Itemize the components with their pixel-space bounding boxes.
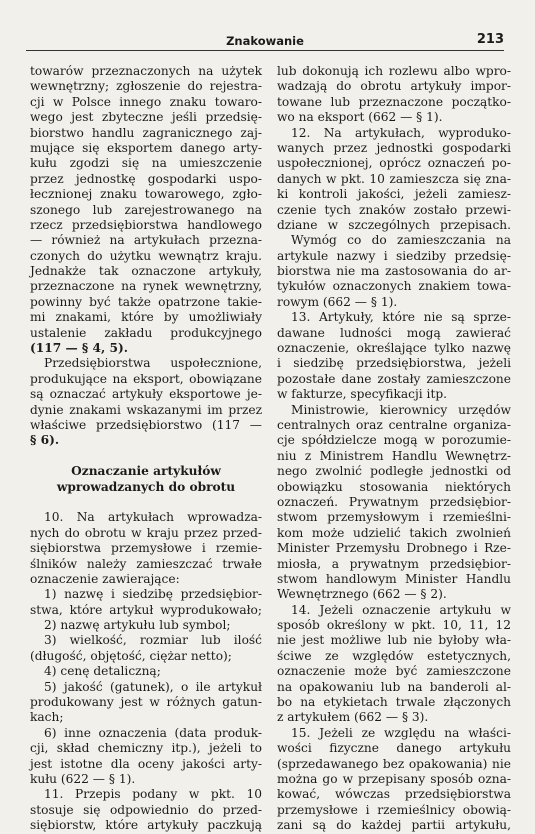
text-line: centralnych oraz centralne organiza-	[277, 417, 511, 432]
text-line: biorstwa nie ma zastosowania do ar-	[277, 264, 511, 279]
text-line: ustalenie zakładu produkcyjnego	[30, 325, 262, 340]
text-line: stwom handlowym Minister Handlu	[277, 571, 511, 586]
text-line: cji w Polsce innego znaku towaro-	[30, 94, 262, 109]
text-line: Wewnętrznego (662 — § 2).	[277, 587, 447, 602]
text-line: 14. Jeżeli oznaczenie artykułu w	[291, 602, 511, 617]
text-line: 11. Przepis podany w pkt. 10	[44, 787, 262, 802]
text-line: powinny być także opatrzone takie-	[30, 294, 262, 309]
text-line: zani są do każdej partii artykułu,	[277, 818, 511, 833]
text-line: oznaczenie może być zamieszczone	[277, 664, 511, 679]
text-line: Oznaczanie artykułów	[71, 464, 221, 479]
text-line: na opakowaniu lub na banderoli al-	[277, 679, 511, 694]
text-line: produkowany jest w różnych gatun-	[30, 695, 262, 710]
text-line: towarów przeznaczonych na użytek	[30, 64, 262, 78]
text-line: ściwe ze względów estetycznych,	[277, 648, 511, 663]
text-line: i siedzibę przedsiębiorstwa, jeżeli	[277, 356, 511, 371]
text-line: sposób określony w pkt. 10, 11, 12	[277, 618, 511, 633]
text-line: Jednakże tak oznaczone artykuły,	[30, 264, 262, 279]
text-line: 5) jakość (gatunek), o ile artykuł	[44, 679, 262, 694]
text-line: 12. Na artykułach, wyproduko-	[291, 125, 511, 140]
text-line: wo na eksport (662 — § 1).	[277, 110, 443, 125]
text-line: wanych przez jednostki gospodarki	[277, 140, 511, 155]
text-line: przez jednostkę gospodarki uspo-	[30, 171, 262, 186]
text-line: szonego lub zarejestrowanego na	[30, 202, 262, 217]
text-line: mi znakami, które by umożliwiały	[30, 310, 262, 325]
text-line: można go w przepisany sposób ozna-	[277, 771, 511, 786]
text-line: — również na artykułach przezna-	[30, 233, 262, 248]
text-line: mujące się eksportem danego arty-	[30, 140, 262, 155]
text-line: 3) wielkość, rozmiar lub ilość	[44, 633, 262, 648]
text-line: 10. Na artykułach wprowadza-	[44, 510, 262, 525]
text-line: nie jest możliwe lub nie byłoby wła-	[277, 633, 511, 648]
text-line: czonych do użytku wewnątrz kraju.	[30, 248, 262, 263]
paragraph-gap	[30, 495, 262, 510]
text-line: rowym (662 — § 1).	[277, 294, 398, 309]
text-line: wewnętrzny; zgłoszenie do rejestra-	[30, 79, 262, 94]
text-line: przeznaczone na rynek wewnętrzny,	[30, 279, 262, 294]
paragraph-gap	[30, 449, 262, 464]
right-text-column	[277, 64, 511, 834]
running-header	[26, 30, 504, 51]
text-line: stwom przemysłowym i rzemieślni-	[277, 510, 511, 525]
text-line: kułu zgodzi się na umieszczenie	[30, 156, 262, 171]
text-line: z artykułem (662 — § 3).	[277, 710, 429, 725]
text-line: nych do obrotu w kraju przez przed-	[30, 525, 262, 540]
text-line: dziane w szczególnych przepisach.	[277, 217, 511, 232]
text-line: oznaczenie zawierające:	[30, 571, 180, 586]
text-line: bo na etykietach trwale złączonych	[277, 695, 511, 710]
text-line: Wymóg co do zamieszczania na	[291, 233, 511, 248]
text-line: czenie tych znaków zostało przewi-	[277, 202, 511, 217]
text-line: dynie znakami wskazanymi im przez	[30, 402, 262, 417]
text-line: 13. Artykuły, które nie są sprze-	[291, 310, 511, 325]
text-line: Przedsiębiorstwa uspołecznione,	[44, 356, 262, 371]
text-line: kach;	[30, 710, 64, 725]
text-line: danych w pkt. 10 zamieszcza się zna-	[277, 171, 511, 186]
text-line: ślników należy zamieszczać trwałe	[30, 556, 262, 571]
text-line: właściwe przedsiębiorstwo (117 —	[30, 417, 262, 432]
text-line: stwa, które artykuł wyprodukowało;	[30, 602, 262, 617]
text-line: kować, wówczas przedsiębiorstwa	[277, 787, 511, 802]
text-line: 6) inne oznaczenia (data produk-	[44, 725, 262, 740]
text-line: oznaczeń. Prywatnym przedsiębior-	[277, 494, 511, 509]
text-line: towane lub przeznaczone początko-	[277, 94, 511, 109]
text-line: kom może udzielić takich zwolnień	[277, 525, 511, 540]
text-line: łecznionej znaku towarowego, zgło-	[30, 187, 262, 202]
text-line: nego zwolnić podległe jednostki od	[277, 464, 511, 479]
text-line: cji, skład chemiczny itp.), jeżeli to	[30, 741, 262, 756]
text-line: 4) cenę detaliczną;	[44, 664, 161, 679]
text-line: jest istotne dla oceny jakości arty-	[30, 756, 262, 771]
text-line: dawane ludności mogą zawierać	[277, 325, 511, 340]
text-line: tykułów oznaczonych znakiem towa-	[277, 279, 511, 294]
text-line: pozostałe dane zostały zamieszczone	[277, 371, 511, 386]
left-text-column	[30, 64, 262, 834]
text-line: wości fizyczne danego artykułu	[277, 741, 511, 756]
text-line: § 6).	[30, 433, 60, 448]
text-line: (długość, objętość, ciężar netto);	[30, 648, 232, 663]
text-line: oznaczenie, określające tylko nazwę	[277, 341, 511, 356]
text-line: w fakturze, specyfikacji itp.	[277, 387, 448, 402]
text-line: siębiorstwa przemysłowe i rzemie-	[30, 541, 262, 556]
text-line: przemysłowe i rzemieślnicy obowią-	[277, 802, 511, 817]
text-line: (117 — § 4, 5).	[30, 341, 128, 356]
text-line: wego jest zbyteczne jeśli przedsię-	[30, 110, 262, 125]
text-line: stosuje się odpowiednio do przed-	[30, 802, 262, 817]
text-line: produkujące na eksport, obowiązane	[30, 371, 262, 386]
text-line: artykule nazwy i siedziby przedsię-	[277, 248, 511, 263]
text-line: Ministrowie, kierownicy urzędów	[291, 402, 511, 417]
text-line: lub dokonują ich rozlewu albo wpro-	[277, 64, 511, 78]
text-line: są oznaczać artykuły eksportowe je-	[30, 387, 262, 402]
text-line: biorstwo handlu zagranicznego zaj-	[30, 125, 262, 140]
text-line: uspołecznionej, oprócz oznaczeń po-	[277, 156, 511, 171]
text-line: obowiązku stosowania niektórych	[277, 479, 511, 494]
text-line: Minister Przemysłu Drobnego i Rze-	[277, 541, 511, 556]
text-line: niu z Ministrem Handlu Wewnętrz-	[277, 448, 511, 463]
text-line: wadzają do obrotu artykuły impor-	[277, 79, 511, 94]
text-line: miosła, a prywatnym przedsiębior-	[277, 556, 511, 571]
text-line: (sprzedawanego bez opakowania) nie	[277, 756, 511, 771]
text-line: 1) nazwę i siedzibę przedsiębior-	[44, 587, 262, 602]
text-line: 15. Jeżeli ze względu na właści-	[291, 725, 511, 740]
text-line: 2) nazwę artykułu lub symbol;	[44, 618, 231, 633]
text-line: ki kontroli jakości, jeżeli zamiesz-	[277, 187, 511, 202]
text-line: wprowadzanych do obrotu	[56, 479, 236, 494]
text-line: rzecz przedsiębiorstwa handlowego	[30, 217, 262, 232]
page-number: 213	[476, 32, 504, 47]
running-title: Znakowanie	[226, 34, 304, 48]
text-line: cje spółdzielcze mogą w porozumie-	[277, 433, 511, 448]
text-line: siębiorstw, które artykuły paczkują	[30, 818, 262, 833]
text-line: kułu (622 — § 1).	[30, 771, 136, 786]
